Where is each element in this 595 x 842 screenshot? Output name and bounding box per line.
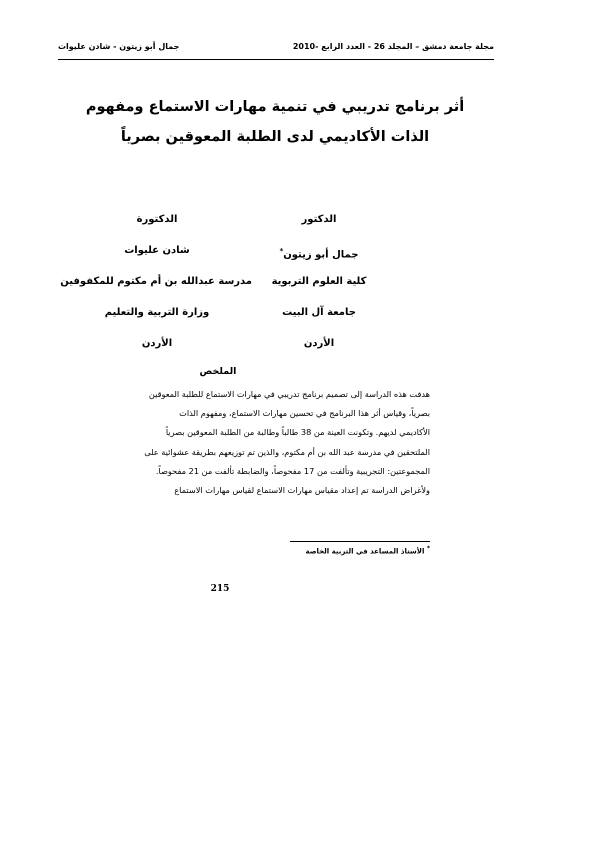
abstract-line: ولأغراض الدراسة تم إعداد مقياس مهارات الاستماع لقياس مهارات الاستماع [174, 485, 430, 496]
author-university: جامعة آل البيت [282, 307, 356, 318]
abstract-text [68, 385, 430, 500]
author-school: مدرسة عبدالله بن أم مكتوم للمكفوفين [60, 276, 252, 287]
author-degree: الدكتورة [136, 214, 178, 225]
footnote-text: الأستاذ المساعد في التربية الخاصة [305, 547, 425, 556]
author-faculty: كلية العلوم التربوية [271, 276, 367, 287]
author-block-first [224, 210, 414, 365]
title-line-1: أثر برنامج تدريبي في تنمية مهارات الاستماع ومفهوم [85, 99, 465, 115]
author-name-line [224, 241, 414, 272]
author-country: الأردن [303, 338, 335, 349]
title-line-2: الذات الأكاديمي لدى الطلبة المعوقين بصرياً [120, 129, 430, 145]
header-authors: جمال أبو زيتون - شادن عليوات [58, 42, 180, 51]
footnote-marker: * [426, 545, 430, 552]
abstract-heading: الملخص [199, 366, 237, 377]
abstract-line: هدفت هذه الدراسة إلى تصميم برنامج تدريبي في مهارات الاستماع للطلبة المعوقين [148, 389, 430, 399]
header-divider [58, 59, 494, 60]
running-header [58, 42, 494, 56]
page-number: 215 [210, 584, 230, 594]
author-name: شادن عليوات [124, 245, 190, 256]
author-name: جمال أبو زيتون [283, 249, 359, 261]
author-country: الأردن [141, 338, 173, 349]
abstract-line: بصرياً، وقياس أثر هذا البرنامج في تحسين مهارات الاستماع، ومفهوم الذات [179, 408, 430, 419]
journal-citation: مجلة جامعة دمشق – المجلد 26 - العدد الرابع -2010 [292, 42, 494, 51]
author-ministry: وزارة التربية والتعليم [104, 307, 210, 318]
abstract-line: الأكاديمي لديهم. وتكونت العينة من 38 طالباً وطالبة من الطلبة المعوقين بصرياً [165, 427, 430, 438]
abstract-line: المجموعتين: التجريبية وتألفت من 17 مفحوصاً، والضابطة تألفت من 21 مفحوصاً. [155, 465, 430, 476]
author-degree: الدكتور [301, 214, 337, 225]
abstract-line: الملتحقين في مدرسة عبد الله بن أم مكتوم، والذين تم توزيعهم بطريقة عشوائية على [144, 446, 430, 457]
footnote [240, 545, 430, 555]
author-block-second [62, 210, 252, 365]
article-title [70, 92, 480, 152]
footnote-marker: * [279, 247, 284, 255]
footnote-divider [290, 541, 430, 542]
